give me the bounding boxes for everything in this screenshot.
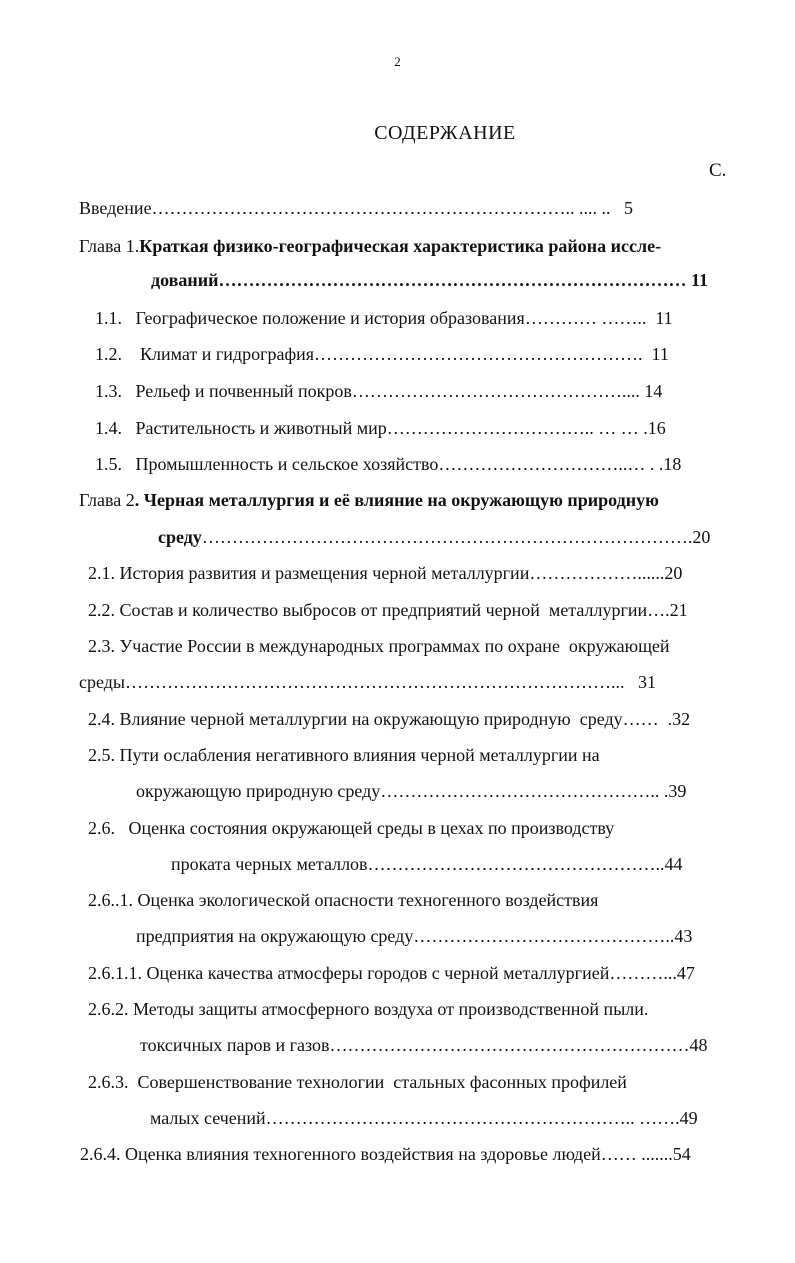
chapter-2-leader: ……………………………………………………………………….20 <box>201 527 711 547</box>
toc-entry-2-6-1-cont: предприятия на окружающую среду……………………………………..43 <box>136 926 693 946</box>
toc-entry-2-2: 2.2. Состав и количество выбросов от предприятий черной металлургии….21 <box>88 600 688 620</box>
chapter-2-title: . Черная металлургия и её влияние на окружающую природную <box>134 490 659 510</box>
toc-entry-chapter-2 <box>79 489 659 511</box>
toc-entry-chapter-1-cont: дований…………………………………………………………………… 11 <box>151 270 708 290</box>
toc-entry-2-3-cont: среды………………………………………………………………………... 31 <box>79 672 656 692</box>
toc-entry-chapter-1 <box>79 235 661 257</box>
toc-entry-1-5: 1.5. Промышленность и сельское хозяйство…………………………..… . .18 <box>95 454 682 474</box>
page-number: 2 <box>394 54 401 69</box>
toc-entry-2-6-2: 2.6.2. Методы защиты атмосферного воздуха от производственной пыли. <box>88 999 649 1019</box>
chapter-2-title-cont: среду <box>158 527 202 547</box>
page-column-label: С. <box>709 160 727 181</box>
toc-entry-2-6-1: 2.6..1. Оценка экологической опасности техногенного воздействия <box>88 890 599 910</box>
toc-entry-1-1: 1.1. Географическое положение и история образования………… …….. 11 <box>95 308 673 328</box>
chapter-1-prefix: Глава 1. <box>79 236 140 256</box>
toc-entry-1-3: 1.3. Рельеф и почвенный покров……………………………………….... 14 <box>95 381 663 401</box>
toc-entry-2-6: 2.6. Оценка состояния окружающей среды в цехах по производству <box>88 818 615 838</box>
toc-entry-2-3: 2.3. Участие России в международных программах по охране окружающей <box>88 636 670 656</box>
toc-entry-2-1: 2.1. История развития и размещения черной металлургии………………......20 <box>88 563 683 583</box>
toc-entry-2-6-3: 2.6.3. Совершенствование технологии стальных фасонных профилей <box>88 1072 627 1092</box>
toc-entry-2-4: 2.4. Влияние черной металлургии на окружающую природную среду…… .32 <box>88 709 691 729</box>
chapter-1-title: Краткая физико-географическая характеристика района иссле- <box>139 236 662 256</box>
toc-entry-1-4: 1.4. Растительность и животный мир…………………………….. … … .16 <box>95 418 666 438</box>
chapter-2-prefix: Глава 2 <box>79 490 135 510</box>
toc-entry-2-5: 2.5. Пути ослабления негативного влияния черной металлургии на <box>88 745 600 765</box>
toc-title: СОДЕРЖАНИЕ <box>374 122 516 144</box>
toc-entry-1-2: 1.2. Климат и гидрография………………………………………………. 11 <box>95 344 669 364</box>
toc-entry-intro: Введение…………………………………………………………….. .... .. 5 <box>79 198 634 218</box>
toc-entry-2-6-cont: проката черных металлов…………………………………………..44 <box>171 854 683 874</box>
toc-entry-2-6-4: 2.6.4. Оценка влияния техногенного воздействия на здоровье людей…… .......54 <box>80 1144 691 1164</box>
toc-entry-2-6-2-cont: токсичных паров и газов……………………………………………………48 <box>140 1035 708 1055</box>
toc-entry-chapter-2-cont <box>158 526 710 548</box>
toc-entry-2-6-1-1: 2.6.1.1. Оценка качества атмосферы городов с черной металлургией………...47 <box>88 963 695 983</box>
toc-entry-2-5-cont: окружающую природную среду……………………………………….. .39 <box>136 781 687 801</box>
toc-entry-2-6-3-cont: малых сечений…………………………………………………….. …….49 <box>150 1108 698 1128</box>
